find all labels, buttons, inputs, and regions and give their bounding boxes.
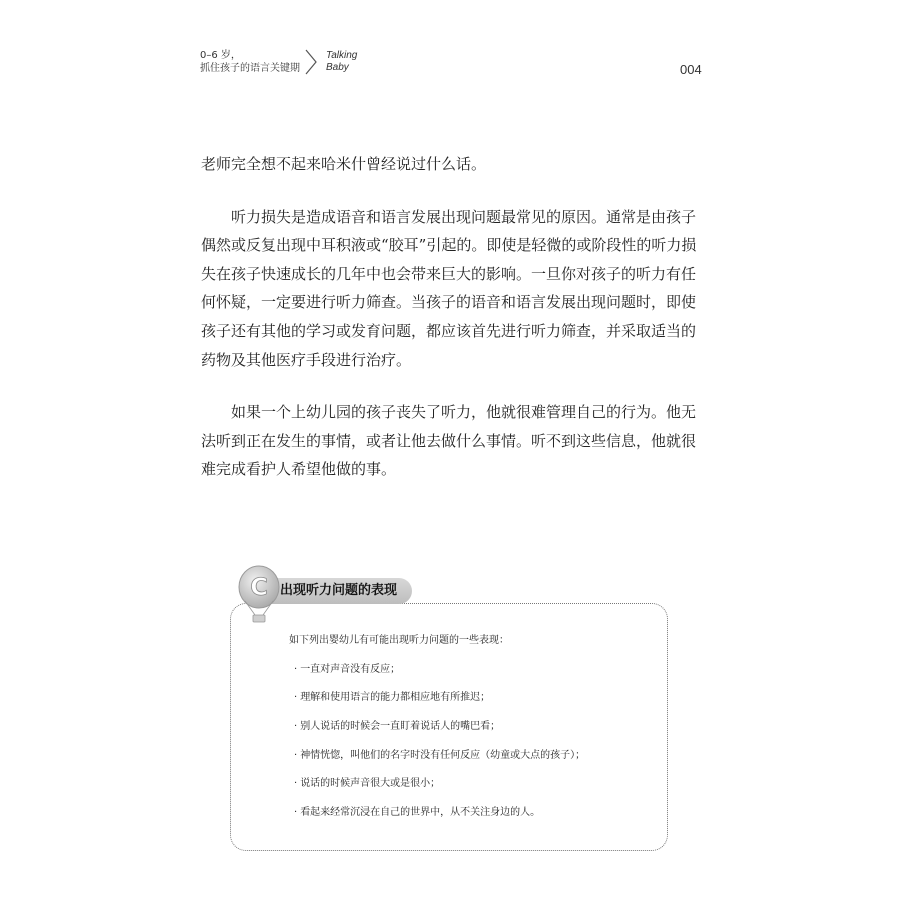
list-item-text: 别人说话的时候会一直盯着说话人的嘴巴看； [300, 721, 501, 733]
bullet: · [294, 663, 298, 675]
list-item [289, 806, 659, 820]
list-item [289, 720, 659, 734]
list-item-text: 看起来经常沉浸在自己的世界中，从不关注身边的人。 [300, 807, 541, 819]
bullet: · [294, 807, 298, 819]
info-box-content [289, 634, 659, 820]
bullet: · [294, 721, 298, 733]
paragraph-1: 老师完全想不起来哈米什曾经说过什么话。 [201, 155, 487, 173]
balloon-letter: C [250, 573, 268, 601]
bullet: · [294, 778, 298, 790]
paragraph-2: 听力损失是造成语音和语言发展出现问题最常见的原因。通常是由孩子偶然或反复出现中耳积液或“胶耳”引起的。即使是轻微的或阶段性的听力损失在孩子快速成长的几年中也会带来巨大的影响。一旦你对孩子的听力有任何怀疑，一定要进行听力筛查。当孩子的语音和语言发展出现问题时，即使孩子还有其他的学习或发育问题，都应该首先进行听力筛查，并采取适当的药物及其他医疗手段进行治疗。 [201, 207, 697, 369]
page-number: 004 [680, 62, 702, 77]
bullet: · [294, 692, 298, 704]
list-item-text: 一直对声音没有反应； [300, 663, 401, 675]
chevron-right-icon [303, 48, 319, 76]
list-item [289, 749, 659, 763]
series-title-line1: 0–6 岁， [200, 50, 241, 61]
list-item-text: 说话的时候声音很大或是很小； [300, 778, 441, 790]
balloon-icon [237, 565, 283, 631]
info-box-intro: 如下列出婴幼儿有可能出现听力问题的一些表现： [289, 635, 509, 646]
english-series-title [326, 50, 357, 74]
list-item [289, 663, 659, 677]
english-title-line2: Baby [326, 62, 349, 73]
running-header [200, 49, 300, 75]
info-box-title: 出现听力问题的表现 [280, 583, 398, 598]
list-item-text: 神情恍惚，叫他们的名字时没有任何反应（幼童或大点的孩子）； [300, 749, 586, 761]
bullet: · [294, 749, 298, 761]
paragraph-3: 如果一个上幼儿园的孩子丧失了听力，他就很难管理自己的行为。他无法听到正在发生的事情，或者让他去做什么事情。听不到这些信息，他就很难完成看护人希望他做的事。 [201, 403, 697, 479]
list-item [289, 777, 659, 791]
english-title-line1: Talking [326, 50, 358, 61]
symptom-list [289, 663, 659, 820]
list-item-text: 理解和使用语言的能力都相应地有所推迟； [300, 692, 491, 704]
body-text [201, 150, 701, 484]
series-title-line2: 抓住孩子的语言关键期 [200, 63, 300, 74]
list-item [289, 691, 659, 705]
